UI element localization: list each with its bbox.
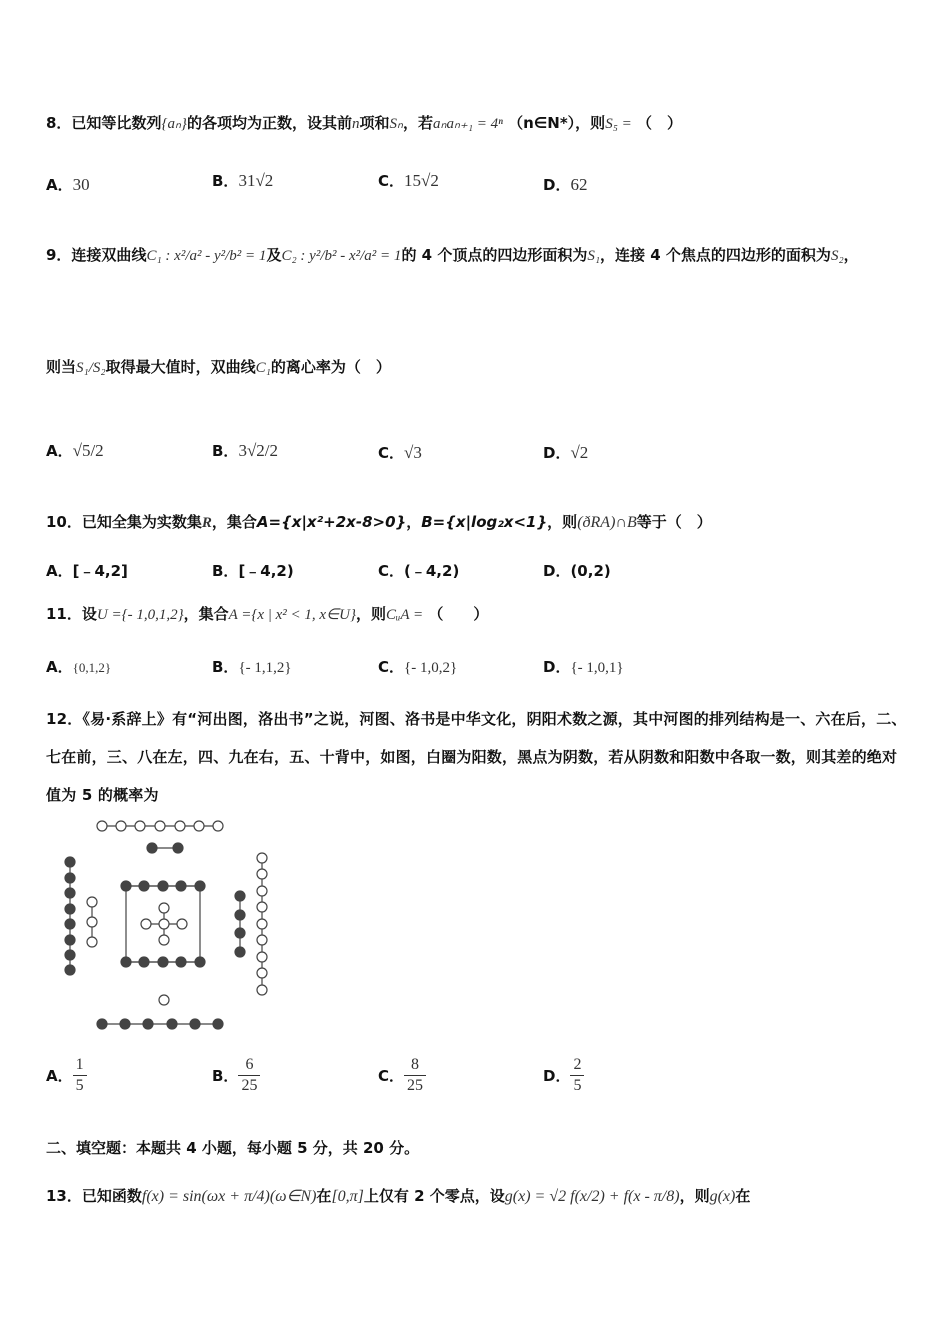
q8-sequence: {aₙ} bbox=[161, 116, 187, 132]
q11-complement: CᵤA = bbox=[386, 607, 424, 623]
q8-Sn: Sₙ bbox=[389, 116, 403, 132]
q10-option-c[interactable]: C．(﹣4,2) bbox=[378, 562, 460, 580]
q13-stem: 13．已知函数f(x) = sin(ωx + π/4)(ω∈N)在[0,π]上仅有 2 个零点，设g(x) = √2 f(x/2) + f(x - π/8)，则g(x)在 bbox=[46, 1187, 751, 1205]
q8-option-a[interactable]: A．30 bbox=[46, 175, 90, 194]
q10-option-b[interactable]: B．[﹣4,2) bbox=[212, 562, 294, 580]
q8-condition: aₙaₙ₊₁ = 4ⁿ bbox=[432, 116, 503, 132]
q9-ratio: S₁/S₂ bbox=[76, 360, 106, 376]
q10-stem: 10．已知全集为实数集R，集合A={x|x²+2x-8>0}，B={x|log₂x<1}，则(ðRA)∩B等于（ ） bbox=[46, 513, 712, 531]
q11-set-a: A ={x | x² < 1, x∈U} bbox=[228, 607, 356, 623]
q12-option-d[interactable]: D． $\frac{2}{5}$ bbox=[543, 1055, 584, 1096]
q10-option-a[interactable]: A．[﹣4,2] bbox=[46, 562, 128, 580]
q9-option-c[interactable]: C．√3 bbox=[378, 443, 422, 462]
q11-universal-set: U ={- 1,0,1,2} bbox=[96, 607, 184, 623]
q8-option-b[interactable]: B．31√2 bbox=[212, 171, 274, 190]
q9-option-a[interactable]: A．√5/2 bbox=[46, 441, 104, 460]
q8-option-d[interactable]: D．62 bbox=[543, 175, 588, 194]
q10-option-d[interactable]: D．(0,2) bbox=[543, 562, 611, 580]
q9-stem: 9．连接双曲线C₁ : x²/a² - y²/b² = 1及C₂ : y²/b² - x²/a² = 1的 4 个顶点的四边形面积为S₁，连接 4 个焦点的四边形的面积为S₂， bbox=[46, 246, 859, 264]
q8-option-c[interactable]: C．15√2 bbox=[378, 171, 439, 190]
q13-function-g: g(x) = √2 f(x/2) + f(x - π/8) bbox=[504, 1188, 680, 1205]
q11-option-d[interactable]: D．{- 1,0,1} bbox=[543, 658, 624, 676]
q12-option-b[interactable]: B． $\frac{6}{25}$ bbox=[212, 1055, 260, 1096]
q8-ask: S₅ = bbox=[605, 116, 632, 132]
q10-set-b: B={x|log₂x<1} bbox=[421, 513, 548, 531]
q12-stem: 12．《易·系辞上》有“河出图，洛出书”之说，河图、洛书是中华文化，阴阳术数之源，其中河图的排列结构是一、六在后，二、七在前，三、八在左，四、九在右，五、十背中，如图，白圈为阳数，黑点为阴数，若从阴数和阳数中各取一数，则其差的绝对值为 5 的概率为 bbox=[46, 710, 907, 804]
q9-option-b[interactable]: B．3√2/2 bbox=[212, 441, 278, 460]
q9-option-d[interactable]: D．√2 bbox=[543, 443, 589, 462]
q11-option-b[interactable]: B．{- 1,1,2} bbox=[212, 658, 292, 676]
hetu-diagram bbox=[50, 812, 290, 1034]
q11-stem: 11．设U ={- 1,0,1,2}，集合A ={x | x² < 1, x∈U}，则CᵤA = （ ） bbox=[46, 605, 489, 623]
q12-option-a[interactable]: A． $\frac{1}{5}$ bbox=[46, 1055, 87, 1096]
q9-hyperbola-c1: C₁ : x²/a² - y²/b² = 1 bbox=[146, 248, 267, 264]
q10-expression: (ðRA)∩B bbox=[577, 514, 637, 531]
q11-option-a[interactable]: A．{0,1,2} bbox=[46, 658, 112, 676]
q11-option-c[interactable]: C．{- 1,0,2} bbox=[378, 658, 458, 676]
q12-option-c[interactable]: C． $\frac{8}{25}$ bbox=[378, 1055, 426, 1096]
q13-function-f: f(x) = sin(ωx + π/4)(ω∈N) bbox=[141, 1188, 317, 1205]
section-2-title: 二、填空题：本题共 4 小题，每小题 5 分，共 20 分。 bbox=[46, 1139, 420, 1157]
q10-set-a: A={x|x²+2x-8>0} bbox=[256, 513, 407, 531]
q8-stem: 8．已知等比数列{aₙ}的各项均为正数，设其前n项和Sₙ，若aₙaₙ₊₁ = 4ⁿ （n∈N*），则S₅ = （ ） bbox=[46, 114, 683, 132]
q9-stem-line2: 则当S₁/S₂取得最大值时，双曲线C₁的离心率为（ ） bbox=[46, 358, 391, 376]
q13-interval: [0,π] bbox=[331, 1188, 364, 1205]
q9-hyperbola-c2: C₂ : y²/b² - x²/a² = 1 bbox=[281, 248, 402, 264]
